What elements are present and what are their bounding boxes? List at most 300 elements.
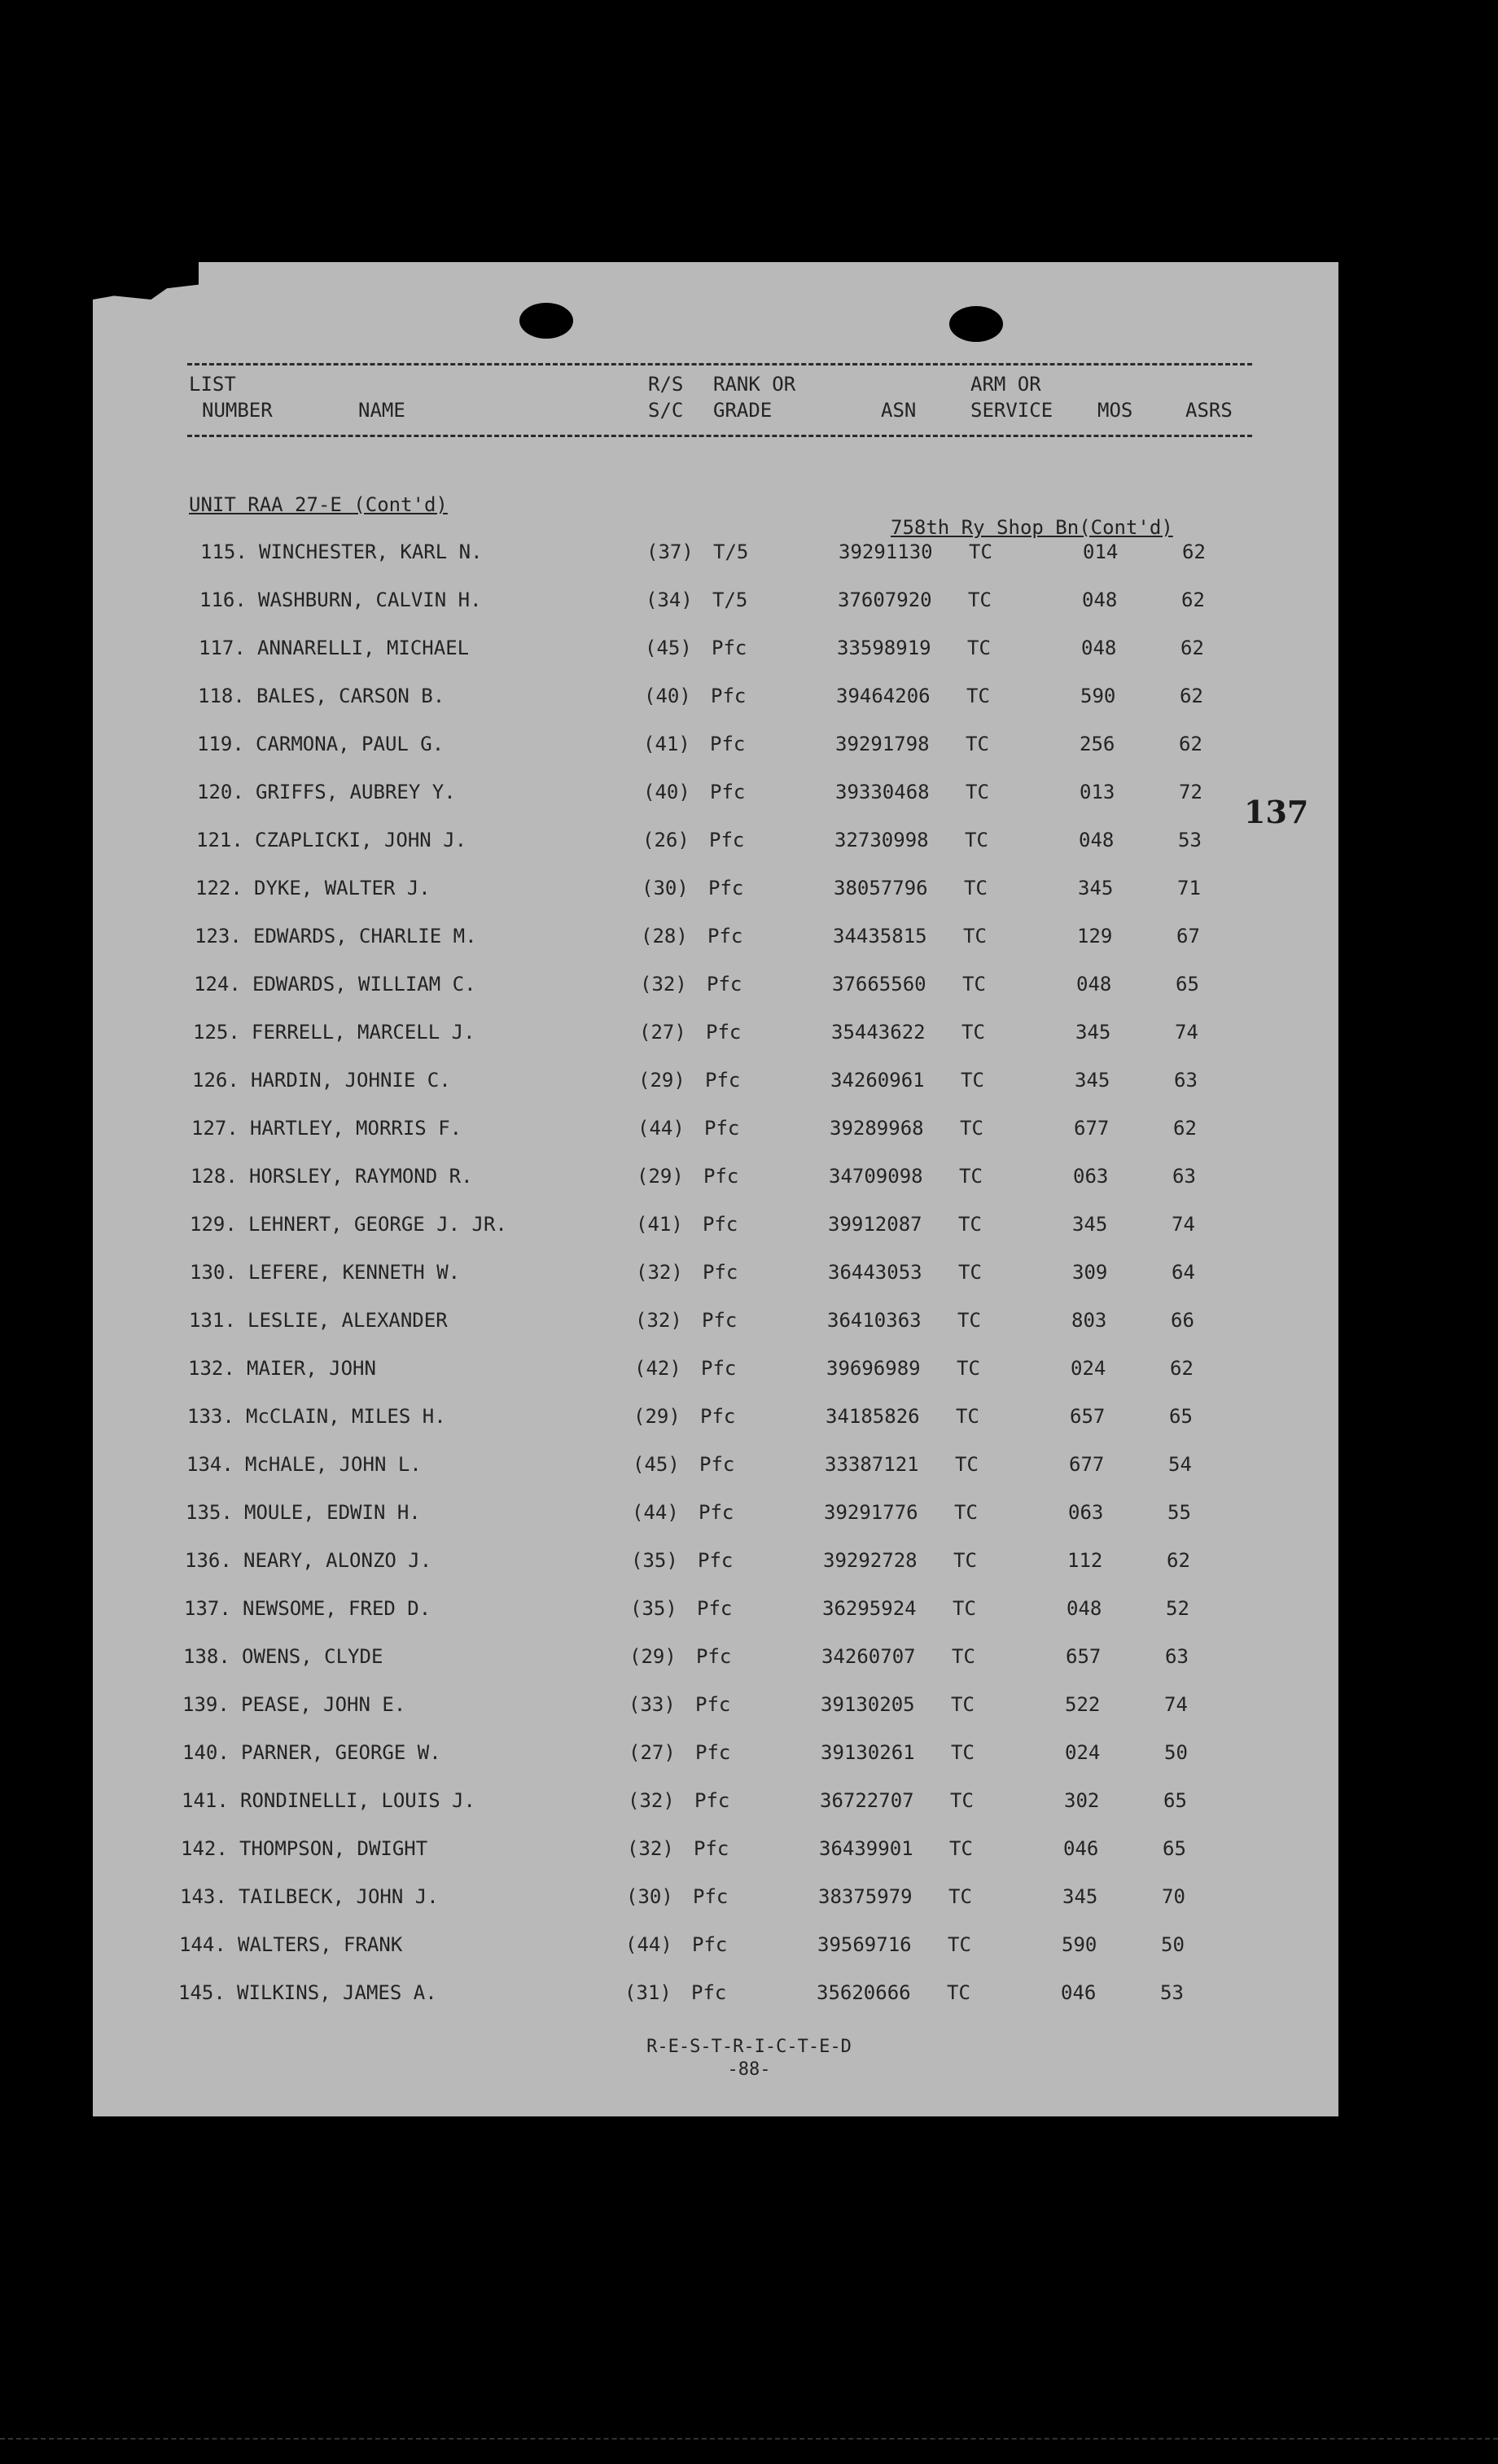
row-asn: 39696989 xyxy=(826,1357,921,1380)
table-row xyxy=(0,1117,1498,1143)
row-list-number: 132. xyxy=(188,1357,235,1380)
row-arm: TC xyxy=(954,1501,978,1524)
row-grade: Pfc xyxy=(707,925,743,948)
unit-left: UNIT RAA 27-E (Cont'd) xyxy=(189,493,448,516)
row-asn: 34260707 xyxy=(821,1645,916,1668)
row-grade: Pfc xyxy=(711,685,747,707)
row-rs: (40) xyxy=(643,781,690,803)
row-grade: Pfc xyxy=(695,1693,731,1716)
row-asrs: 65 xyxy=(1169,1405,1193,1428)
row-mos: 677 xyxy=(1074,1117,1110,1140)
row-asn: 34185826 xyxy=(826,1405,920,1428)
row-rs: (27) xyxy=(629,1741,676,1764)
table-row xyxy=(0,1213,1498,1239)
table-row xyxy=(0,973,1498,999)
row-asn: 39291798 xyxy=(835,733,930,755)
row-rs: (35) xyxy=(631,1549,678,1572)
row-mos: 024 xyxy=(1071,1357,1106,1380)
table-row xyxy=(0,877,1498,903)
table-row xyxy=(0,1645,1498,1671)
row-mos: 063 xyxy=(1073,1165,1109,1188)
row-asrs: 63 xyxy=(1165,1645,1189,1668)
row-list-number: 129. xyxy=(190,1213,237,1236)
row-mos: 046 xyxy=(1061,1981,1097,2004)
header-rs-2: S/C xyxy=(648,399,684,422)
row-name: NEWSOME, FRED D. xyxy=(243,1597,431,1620)
row-arm: TC xyxy=(963,925,987,948)
header-asrs: ASRS xyxy=(1185,399,1233,422)
row-asrs: 65 xyxy=(1176,973,1199,996)
row-arm: TC xyxy=(948,1933,971,1956)
row-list-number: 130. xyxy=(190,1261,237,1284)
row-rs: (44) xyxy=(625,1933,672,1956)
row-mos: 590 xyxy=(1080,685,1116,707)
header-rs-1: R/S xyxy=(648,373,684,396)
row-list-number: 124. xyxy=(194,973,241,996)
row-name: WILKINS, JAMES A. xyxy=(237,1981,437,2004)
unit-heading xyxy=(0,470,1498,539)
row-asn: 37665560 xyxy=(832,973,926,996)
row-rs: (32) xyxy=(635,1309,682,1332)
header-asn: ASN xyxy=(881,399,917,422)
row-mos: 256 xyxy=(1080,733,1115,755)
row-asrs: 62 xyxy=(1170,1357,1194,1380)
row-list-number: 127. xyxy=(191,1117,239,1140)
row-list-number: 139. xyxy=(182,1693,230,1716)
row-asrs: 74 xyxy=(1164,1693,1188,1716)
row-mos: 590 xyxy=(1062,1933,1097,1956)
row-list-number: 136. xyxy=(185,1549,232,1572)
row-grade: Pfc xyxy=(712,637,747,659)
row-arm: TC xyxy=(947,1981,970,2004)
row-grade: Pfc xyxy=(696,1645,732,1668)
row-grade: Pfc xyxy=(709,829,745,851)
table-row xyxy=(0,1789,1498,1815)
row-mos: 345 xyxy=(1075,1069,1110,1092)
punch-hole-right xyxy=(949,306,1003,342)
row-grade: Pfc xyxy=(697,1597,733,1620)
row-asrs: 62 xyxy=(1167,1549,1190,1572)
row-list-number: 116. xyxy=(199,589,247,611)
row-name: PARNER, GEORGE W. xyxy=(241,1741,441,1764)
row-arm: TC xyxy=(948,1885,972,1908)
row-mos: 048 xyxy=(1081,637,1117,659)
row-rs: (29) xyxy=(629,1645,677,1668)
row-asrs: 62 xyxy=(1181,589,1205,611)
row-mos: 014 xyxy=(1083,541,1119,563)
row-asn: 36410363 xyxy=(827,1309,922,1332)
table-row xyxy=(0,1501,1498,1527)
row-mos: 024 xyxy=(1065,1741,1101,1764)
row-asn: 35620666 xyxy=(817,1981,911,2004)
row-asn: 39291776 xyxy=(824,1501,918,1524)
row-grade: Pfc xyxy=(693,1885,729,1908)
row-rs: (29) xyxy=(633,1405,681,1428)
row-asn: 39289968 xyxy=(830,1117,924,1140)
row-rs: (40) xyxy=(644,685,691,707)
header-name: NAME xyxy=(358,399,405,422)
row-list-number: 140. xyxy=(182,1741,230,1764)
row-name: McHALE, JOHN L. xyxy=(245,1453,422,1476)
row-arm: TC xyxy=(961,1021,985,1044)
row-mos: 048 xyxy=(1076,973,1112,996)
row-grade: Pfc xyxy=(695,1741,731,1764)
row-name: GRIFFS, AUBREY Y. xyxy=(256,781,456,803)
row-rs: (30) xyxy=(626,1885,673,1908)
row-mos: 129 xyxy=(1077,925,1113,948)
row-arm: TC xyxy=(958,1213,982,1236)
row-grade: Pfc xyxy=(692,1933,728,1956)
table-row xyxy=(0,1165,1498,1191)
row-grade: Pfc xyxy=(699,1501,734,1524)
row-asrs: 70 xyxy=(1162,1885,1185,1908)
row-grade: Pfc xyxy=(700,1405,736,1428)
row-asrs: 62 xyxy=(1182,541,1206,563)
row-asrs: 62 xyxy=(1180,685,1203,707)
row-arm: TC xyxy=(951,1693,975,1716)
table-row xyxy=(0,1933,1498,1959)
row-asrs: 72 xyxy=(1179,781,1202,803)
row-list-number: 118. xyxy=(198,685,245,707)
row-name: HORSLEY, RAYMOND R. xyxy=(249,1165,473,1188)
row-grade: Pfc xyxy=(694,1837,729,1860)
header-rank-1: RANK OR xyxy=(713,373,796,396)
table-row xyxy=(0,733,1498,759)
table-row xyxy=(0,925,1498,951)
row-list-number: 119. xyxy=(197,733,244,755)
row-name: OWENS, CLYDE xyxy=(242,1645,383,1668)
row-arm: TC xyxy=(955,1453,979,1476)
row-asrs: 65 xyxy=(1163,1837,1186,1860)
row-list-number: 121. xyxy=(196,829,243,851)
header-list-number-1: LIST xyxy=(189,373,236,396)
row-list-number: 123. xyxy=(195,925,242,948)
row-arm: TC xyxy=(950,1789,974,1812)
row-name: DYKE, WALTER J. xyxy=(254,877,431,899)
row-name: NEARY, ALONZO J. xyxy=(243,1549,432,1572)
table-row xyxy=(0,1453,1498,1479)
row-rs: (44) xyxy=(637,1117,685,1140)
row-arm: TC xyxy=(953,1597,976,1620)
row-grade: Pfc xyxy=(703,1261,738,1284)
row-asn: 36439901 xyxy=(819,1837,913,1860)
row-asn: 38375979 xyxy=(818,1885,913,1908)
row-name: McCLAIN, MILES H. xyxy=(246,1405,446,1428)
row-mos: 048 xyxy=(1082,589,1118,611)
row-name: TAILBECK, JOHN J. xyxy=(239,1885,439,1908)
row-mos: 345 xyxy=(1075,1021,1111,1044)
row-rs: (32) xyxy=(640,973,687,996)
row-grade: Pfc xyxy=(702,1309,738,1332)
row-list-number: 143. xyxy=(180,1885,227,1908)
row-name: PEASE, JOHN E. xyxy=(241,1693,406,1716)
row-asrs: 62 xyxy=(1179,733,1202,755)
row-asrs: 62 xyxy=(1180,637,1204,659)
row-asn: 34709098 xyxy=(829,1165,923,1188)
row-rs: (32) xyxy=(627,1837,674,1860)
row-mos: 803 xyxy=(1071,1309,1107,1332)
row-asn: 39130205 xyxy=(821,1693,915,1716)
row-mos: 345 xyxy=(1072,1213,1108,1236)
row-name: FERRELL, MARCELL J. xyxy=(252,1021,475,1044)
row-list-number: 137. xyxy=(184,1597,231,1620)
scan-edge-line xyxy=(0,2438,1498,2440)
row-arm: TC xyxy=(953,1549,977,1572)
row-list-number: 138. xyxy=(183,1645,230,1668)
row-asn: 36295924 xyxy=(822,1597,917,1620)
row-mos: 046 xyxy=(1063,1837,1099,1860)
row-grade: Pfc xyxy=(704,1117,740,1140)
side-page-number: 137 xyxy=(1244,794,1309,830)
row-arm: TC xyxy=(951,1741,975,1764)
row-list-number: 141. xyxy=(182,1789,229,1812)
row-mos: 345 xyxy=(1078,877,1114,899)
row-rs: (33) xyxy=(629,1693,676,1716)
row-asn: 35443622 xyxy=(831,1021,926,1044)
row-asrs: 63 xyxy=(1174,1069,1198,1092)
row-asn: 32730998 xyxy=(834,829,929,851)
row-rs: (27) xyxy=(639,1021,686,1044)
row-asn: 34260961 xyxy=(830,1069,925,1092)
row-name: WINCHESTER, KARL N. xyxy=(259,541,483,563)
row-arm: TC xyxy=(964,877,988,899)
row-asrs: 54 xyxy=(1168,1453,1192,1476)
row-mos: 677 xyxy=(1069,1453,1105,1476)
row-asrs: 50 xyxy=(1164,1741,1188,1764)
row-asrs: 67 xyxy=(1176,925,1200,948)
table-row xyxy=(0,1741,1498,1767)
row-asrs: 65 xyxy=(1163,1789,1187,1812)
row-asn: 37607920 xyxy=(838,589,932,611)
row-asrs: 53 xyxy=(1178,829,1202,851)
header-rule-top xyxy=(187,363,1252,365)
row-asrs: 66 xyxy=(1171,1309,1194,1332)
row-asn: 39130261 xyxy=(821,1741,915,1764)
row-grade: Pfc xyxy=(698,1549,734,1572)
row-rs: (35) xyxy=(630,1597,677,1620)
row-arm: TC xyxy=(961,1069,984,1092)
row-grade: Pfc xyxy=(710,781,746,803)
row-mos: 657 xyxy=(1066,1645,1102,1668)
row-rs: (31) xyxy=(624,1981,672,2004)
row-grade: Pfc xyxy=(701,1357,737,1380)
row-name: LEFERE, KENNETH W. xyxy=(248,1261,461,1284)
table-row xyxy=(0,1069,1498,1095)
row-asrs: 63 xyxy=(1172,1165,1196,1188)
row-list-number: 122. xyxy=(195,877,243,899)
row-asn: 39330468 xyxy=(835,781,930,803)
row-arm: TC xyxy=(949,1837,973,1860)
header-rank-2: GRADE xyxy=(713,399,773,422)
row-rs: (29) xyxy=(637,1165,684,1188)
column-header xyxy=(0,373,1498,430)
row-mos: 048 xyxy=(1067,1597,1102,1620)
row-name: WALTERS, FRANK xyxy=(238,1933,403,1956)
row-asrs: 52 xyxy=(1166,1597,1189,1620)
row-rs: (32) xyxy=(628,1789,675,1812)
row-mos: 112 xyxy=(1067,1549,1103,1572)
row-rs: (34) xyxy=(646,589,693,611)
row-asn: 36443053 xyxy=(828,1261,922,1284)
row-arm: TC xyxy=(956,1405,979,1428)
row-arm: TC xyxy=(967,637,991,659)
row-asrs: 64 xyxy=(1172,1261,1195,1284)
header-rule-bottom xyxy=(187,435,1252,437)
row-list-number: 135. xyxy=(186,1501,233,1524)
row-asn: 38057796 xyxy=(834,877,928,899)
row-list-number: 145. xyxy=(178,1981,226,2004)
unit-right: 758th Ry Shop Bn(Cont'd) xyxy=(891,516,1173,539)
row-asrs: 55 xyxy=(1167,1501,1191,1524)
row-rs: (41) xyxy=(643,733,690,755)
row-list-number: 142. xyxy=(181,1837,228,1860)
row-list-number: 131. xyxy=(189,1309,236,1332)
row-name: BALES, CARSON B. xyxy=(256,685,445,707)
row-name: HARTLEY, MORRIS F. xyxy=(250,1117,462,1140)
row-arm: TC xyxy=(958,1261,982,1284)
row-asrs: 71 xyxy=(1177,877,1201,899)
row-mos: 063 xyxy=(1068,1501,1104,1524)
table-row xyxy=(0,1837,1498,1863)
row-arm: TC xyxy=(957,1357,980,1380)
row-list-number: 120. xyxy=(197,781,244,803)
row-grade: T/5 xyxy=(713,541,749,563)
row-asn: 36722707 xyxy=(820,1789,914,1812)
table-row xyxy=(0,589,1498,615)
row-asn: 33598919 xyxy=(837,637,931,659)
row-rs: (32) xyxy=(636,1261,683,1284)
row-arm: TC xyxy=(966,685,990,707)
row-grade: Pfc xyxy=(706,1021,742,1044)
table-row xyxy=(0,1309,1498,1335)
row-grade: Pfc xyxy=(694,1789,730,1812)
row-arm: TC xyxy=(960,1117,983,1140)
row-name: RONDINELLI, LOUIS J. xyxy=(240,1789,475,1812)
row-asn: 39464206 xyxy=(836,685,931,707)
row-arm: TC xyxy=(959,1165,983,1188)
row-mos: 309 xyxy=(1072,1261,1108,1284)
row-rs: (45) xyxy=(633,1453,680,1476)
row-arm: TC xyxy=(952,1645,975,1668)
row-name: EDWARDS, CHARLIE M. xyxy=(253,925,477,948)
table-row xyxy=(0,1261,1498,1287)
row-rs: (28) xyxy=(641,925,688,948)
row-rs: (26) xyxy=(642,829,690,851)
table-row xyxy=(0,829,1498,855)
row-arm: TC xyxy=(968,589,992,611)
row-grade: Pfc xyxy=(699,1453,735,1476)
row-grade: T/5 xyxy=(712,589,748,611)
row-rs: (37) xyxy=(646,541,694,563)
row-grade: Pfc xyxy=(691,1981,727,2004)
row-asn: 39292728 xyxy=(823,1549,918,1572)
table-row xyxy=(0,1885,1498,1911)
footer-page-number: -88- xyxy=(727,2059,771,2080)
table-row xyxy=(0,637,1498,663)
punch-hole-left xyxy=(519,303,573,339)
row-rs: (41) xyxy=(636,1213,683,1236)
table-row xyxy=(0,541,1498,567)
row-mos: 013 xyxy=(1080,781,1115,803)
row-arm: TC xyxy=(966,781,989,803)
row-asrs: 53 xyxy=(1160,1981,1184,2004)
row-list-number: 125. xyxy=(193,1021,240,1044)
row-rs: (29) xyxy=(638,1069,685,1092)
row-asrs: 74 xyxy=(1172,1213,1195,1236)
row-asn: 39569716 xyxy=(817,1933,912,1956)
row-list-number: 134. xyxy=(186,1453,234,1476)
row-grade: Pfc xyxy=(705,1069,741,1092)
row-asn: 39291130 xyxy=(839,541,933,563)
row-name: LESLIE, ALEXANDER xyxy=(247,1309,448,1332)
row-name: THOMPSON, DWIGHT xyxy=(239,1837,428,1860)
row-name: LEHNERT, GEORGE J. JR. xyxy=(248,1213,507,1236)
row-name: EDWARDS, WILLIAM C. xyxy=(252,973,476,996)
table-row xyxy=(0,1357,1498,1383)
row-list-number: 115. xyxy=(200,541,247,563)
row-name: MAIER, JOHN xyxy=(247,1357,376,1380)
row-mos: 302 xyxy=(1064,1789,1100,1812)
row-grade: Pfc xyxy=(708,877,744,899)
row-asn: 39912087 xyxy=(828,1213,922,1236)
footer-classification: R-E-S-T-R-I-C-T-E-D xyxy=(646,2037,852,2057)
row-asn: 34435815 xyxy=(833,925,927,948)
row-name: CARMONA, PAUL G. xyxy=(256,733,445,755)
row-list-number: 133. xyxy=(187,1405,234,1428)
table-row xyxy=(0,1981,1498,2007)
row-arm: TC xyxy=(969,541,992,563)
row-arm: TC xyxy=(965,829,988,851)
row-arm: TC xyxy=(966,733,989,755)
row-rs: (45) xyxy=(645,637,692,659)
row-mos: 048 xyxy=(1079,829,1115,851)
row-grade: Pfc xyxy=(707,973,742,996)
header-list-number-2: NUMBER xyxy=(202,399,273,422)
row-name: ANNARELLI, MICHAEL xyxy=(257,637,470,659)
row-asrs: 74 xyxy=(1175,1021,1198,1044)
table-row xyxy=(0,1549,1498,1575)
row-name: HARDIN, JOHNIE C. xyxy=(251,1069,451,1092)
row-asrs: 62 xyxy=(1173,1117,1197,1140)
row-rs: (30) xyxy=(642,877,689,899)
row-grade: Pfc xyxy=(710,733,746,755)
row-asrs: 50 xyxy=(1161,1933,1185,1956)
table-row xyxy=(0,1693,1498,1719)
table-row xyxy=(0,1021,1498,1047)
table-row xyxy=(0,685,1498,711)
row-list-number: 126. xyxy=(192,1069,239,1092)
header-mos: MOS xyxy=(1097,399,1133,422)
row-arm: TC xyxy=(962,973,986,996)
row-list-number: 117. xyxy=(199,637,246,659)
row-name: CZAPLICKI, JOHN J. xyxy=(255,829,467,851)
row-name: WASHBURN, CALVIN H. xyxy=(258,589,482,611)
row-arm: TC xyxy=(957,1309,981,1332)
row-grade: Pfc xyxy=(703,1213,738,1236)
row-asn: 33387121 xyxy=(825,1453,919,1476)
row-mos: 522 xyxy=(1065,1693,1101,1716)
row-mos: 345 xyxy=(1062,1885,1098,1908)
row-grade: Pfc xyxy=(703,1165,739,1188)
row-list-number: 144. xyxy=(179,1933,226,1956)
table-row xyxy=(0,1597,1498,1623)
header-arm-1: ARM OR xyxy=(970,373,1041,396)
row-mos: 657 xyxy=(1070,1405,1106,1428)
row-list-number: 128. xyxy=(191,1165,238,1188)
row-rs: (44) xyxy=(632,1501,679,1524)
row-rs: (42) xyxy=(634,1357,681,1380)
header-arm-2: SERVICE xyxy=(970,399,1053,422)
